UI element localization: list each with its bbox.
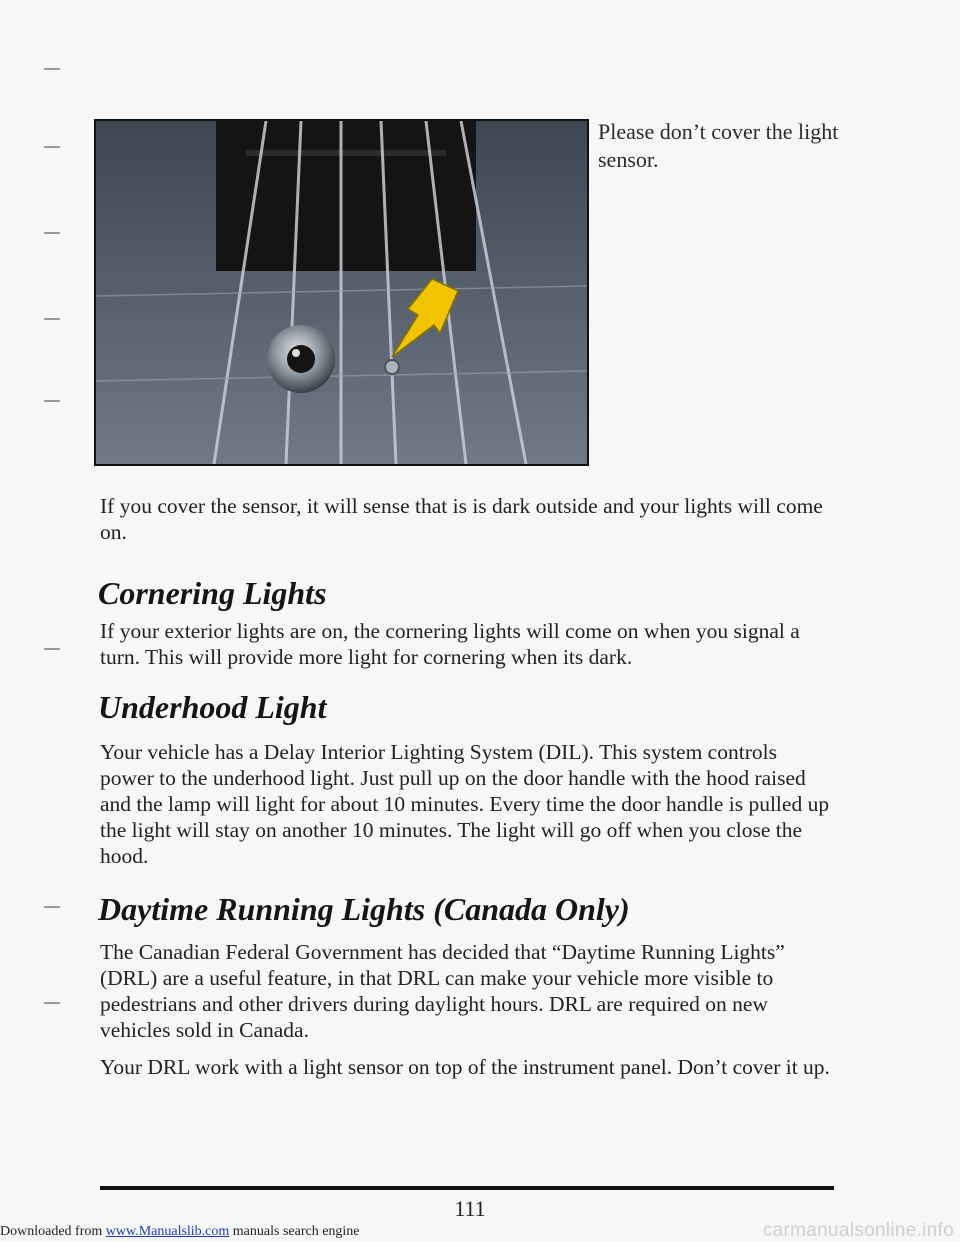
photo-caption: Please don’t cover the light sensor. bbox=[598, 119, 839, 172]
light-sensor-photo bbox=[94, 119, 589, 466]
manualslib-link[interactable]: www.Manualslib.com bbox=[105, 1224, 230, 1239]
heading-daytime-running-lights: Daytime Running Lights (Canada Only) bbox=[98, 891, 630, 927]
dashboard-illustration bbox=[96, 121, 587, 464]
edge-mark bbox=[44, 648, 60, 650]
edge-mark bbox=[44, 906, 60, 908]
edge-mark bbox=[44, 146, 60, 148]
download-prefix: Downloaded from bbox=[0, 1224, 106, 1239]
edge-mark bbox=[44, 400, 60, 402]
download-notice bbox=[0, 1224, 360, 1240]
heading-underhood-light: Underhood Light bbox=[98, 689, 327, 725]
intro-paragraph: If you cover the sensor, it will sense that is is dark outside and your lights will come on. bbox=[100, 494, 823, 544]
drl-paragraph-2: Your DRL work with a light sensor on top of the instrument panel. Don’t cover it up. bbox=[100, 1055, 830, 1079]
edge-mark bbox=[44, 68, 60, 70]
drl-paragraph-1: The Canadian Federal Government has decided that “Daytime Running Lights” (DRL) are a useful feature, in that DRL can make your vehicle more visible to pedestrians and other drivers during daylight hours. DRL are required on new vehicles sold in Canada. bbox=[100, 940, 785, 1042]
edge-mark bbox=[44, 232, 60, 234]
download-suffix: manuals search engine bbox=[229, 1224, 360, 1239]
edge-mark bbox=[44, 1002, 60, 1004]
edge-mark bbox=[44, 318, 60, 320]
underhood-light-paragraph: Your vehicle has a Delay Interior Lighting System (DIL). This system controls power to the underhood light. Just pull up on the door handle with the hood raised and the lamp will light for about 10 minutes. Every time the door handle is pulled up the light will stay on another 10 minutes. The light will go off when you close the hood. bbox=[100, 740, 830, 868]
cornering-lights-paragraph: If your exterior lights are on, the cornering lights will come on when you signal a turn. This will provide more light for cornering when its dark. bbox=[100, 619, 800, 669]
heading-cornering-lights: Cornering Lights bbox=[98, 575, 327, 611]
watermark: carmanualsonline.info bbox=[762, 1220, 954, 1241]
page-number: 111 bbox=[454, 1196, 486, 1221]
footer-rule bbox=[100, 1186, 834, 1190]
light-sensor bbox=[385, 360, 399, 374]
